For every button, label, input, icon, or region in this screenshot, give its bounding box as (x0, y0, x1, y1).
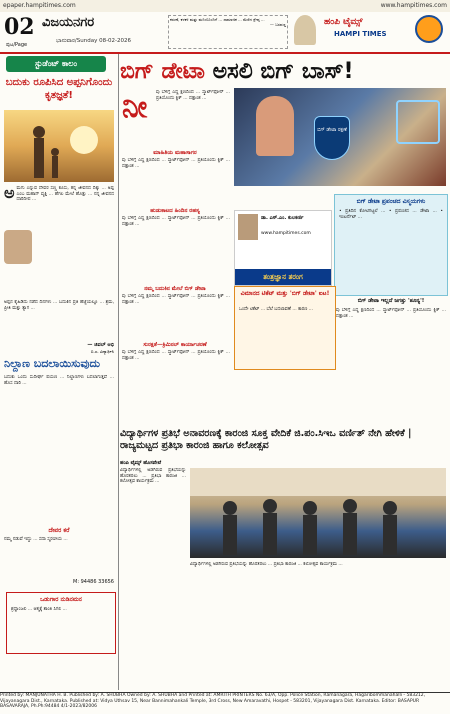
devara-kare-body: ನಮ್ಮ ನಡುವೆ ಇದ್ದು ... ಸದಾ ಸ್ಮರಣೀಯ ... (4, 537, 68, 542)
nildana-column (0, 355, 118, 655)
student-column (0, 54, 118, 354)
subhead-security: ಸುರಕ್ಷತೆ—ಕ್ರಿಮಿನಲ್ ಕಾರ್ಯಾಚರಣೆ (143, 342, 207, 348)
facts-body: • ಪ್ರತಿದಿನ ಕೋಟಿಗಟ್ಟಲೆ ... • ಪ್ರಪಂಚದ ... ಡೇಟಾ ... • ಇಂಟರ್ನೆಟ್ ... (339, 209, 443, 220)
subhead-search: ಹುಡುಕಾಟದ ಹಿಂದಿನ ರಹಸ್ಯ (150, 208, 200, 214)
karanji-body-2: ವಿದ್ಯಾರ್ಥಿಗಳಲ್ಲಿ ಅಡಗಿರುವ ಪ್ರತಿಭೆಯನ್ನು ಹೊರತರಲು ... ಪ್ರತಿಭಾ ಕಾರಂಜಿ ... ಕಲೋತ್ಸವ ಕಾರ್ಯಕ್ರಮ ... (190, 562, 343, 567)
basavanna-portrait-icon (294, 15, 316, 45)
headline-red: ಬಿಗ್ ಡೇಟಾ (120, 59, 205, 84)
student-article-para-2: ಅಪ್ಪನ ಕೈಹಿಡಿದು ನಡೆದ ದಿನಗಳು ... ಬದುಕಿನ ಪ್ರತಿ ಹೆಜ್ಜೆಯಲ್ಲೂ ... ಶ್ರಮ, ಪ್ರೀತಿ ಮತ್ತು ತ್ಯಾಗ ... (4, 300, 114, 311)
data-shield-icon (314, 116, 350, 160)
subhead-zero-world: ಬಿಗ್ ಡೇಟಾ ಇಲ್ಲದೆ ಜಗತ್ತು 'ಶೂನ್ಯ'! (357, 298, 425, 304)
big-data-illustration (234, 88, 446, 186)
contact-phone: M: 94486 33656 (73, 579, 114, 585)
flight-box-title: ವಿಮಾನದ ಟಿಕೆಟ್ ಮತ್ತು 'ಬಿಗ್ ಡೇಟಾ' ಐಟ! (240, 290, 330, 297)
cloud-data-icon (396, 100, 440, 144)
article-dropcap: ನೀ (122, 90, 148, 125)
student-dropcap: ಅ (4, 186, 15, 202)
man-with-phone-icon (256, 96, 294, 156)
obituary-box (6, 592, 116, 654)
tantrajnana-banner: ತಂತ್ರಜ್ಞಾನ ತರಂಗ (235, 269, 331, 285)
student-signature: — ಜಿವಲ್ ಅಭಿ (87, 342, 114, 348)
flight-box-body: ಒಂದೇ ಟಿಕೆಟ್ ... ಬೆಲೆ ಬದಲಾವಣೆ ... ಕಾರಣ ... (239, 307, 313, 312)
brand-kannada: ಹಂಪಿ ಟೈಮ್ಸ್ (324, 17, 363, 27)
brand-english: HAMPI TIMES (334, 30, 387, 38)
article-body-2: ವು ಬೆಳಿಗ್ಗೆ ಎದ್ದ ಕ್ಷಣದಿಂದ ... ಸ್ಮಾರ್ಟ್‌ಫೋನ್ ... ಪ್ರತಿಯೊಂದು ಕ್ಲಿಕ್ ... ದತ್ತಾಂಶ ... (122, 216, 230, 227)
student-column-badge: ಸ್ಟುಡೆಂಟ್ ಕಾಲಂ (6, 56, 106, 72)
headline-black: ಅಸಲಿ ಬಿಗ್ ಬಾಸ್! (212, 59, 354, 84)
father-child-photo (4, 110, 114, 182)
imprint-footer: Printed by: MANJUNATHA H. B. Published by: A. SHUBHA Owned by: A. SHUBHA and Printed at: AMRITH PRINTERS No. 63/A, Opp. Police Station, Ramanagara, Hagaribommanahalli - 583212, Vijayanagara Dist., Karnataka. Published at: Vidya Uthsav 15, Near Bannimahankali Temple, 3rd Cross, New Amaravathi, Hospet - 583201, Vijayanagara Dist. Karnataka. Editor: BASAPUR BASAVARAJA, Ph.Ph:94484 4/1-2023/82006 (0, 692, 450, 714)
student-article-para-1: ಮಗು ಎನ್ನುವ ದೇವರ ಸಣ್ಣ ಕೂಸು, ತನ್ನ ಜೀವನದ ದಿಕ್ಕು ... ಅಪ್ಪ ಎಂಬ ಮಹಾನ್ ವ್ಯಕ್ತಿ ... ಹೆಗಲ ಮೇಲೆ ಹೊತ್ತು ... ನನ್ನ ಜೀವನದ ದಾರಿದೀಪ ... (16, 186, 114, 203)
big-data-article (120, 54, 446, 424)
karanji-headline: ವಿದ್ಯಾರ್ಥಿಗಳ ಪ್ರತಿಭೆ ಅನಾವರಣಕ್ಕೆ ಕಾರಂಜಿ ಸೂಕ್ತ ವೇದಿಕೆ ಜಿ.ಪಂ.ಸಿಇಒ ವರ್ಣಿತ್ ನೇಗಿ ಹೇಳಿಕೆ | ರಾಜ್ಯಮಟ್ಟದ ಪ್ರತಿಭಾ ಕಾರಂಜಿ ಹಾಗೂ ಕಲೋತ್ಸವ (120, 428, 412, 451)
karanji-group-photo (190, 468, 446, 558)
edition-date: ಭಾನುವಾರ/Sunday 08-02-2026 (56, 38, 132, 44)
masthead (0, 12, 450, 54)
obituary-body: ಶ್ರದ್ಧಾಂಜಲಿ ... ಆತ್ಮಕ್ಕೆ ಶಾಂತಿ ಸಿಗಲಿ ... (11, 607, 67, 612)
column-divider (118, 54, 119, 690)
group-people-icon (190, 468, 446, 558)
article-body-right: ವು ಬೆಳಿಗ್ಗೆ ಎದ್ದ ಕ್ಷಣದಿಂದ ... ಸ್ಮಾರ್ಟ್‌ಫೋನ್ ... ಪ್ರತಿಯೊಂದು ಕ್ಲಿಕ್ ... ದತ್ತಾಂಶ ... (336, 308, 446, 319)
big-data-facts-box (334, 194, 448, 296)
student-article-title: ಬದುಕು ರೂಪಿಸಿದ ಅಪ್ಪನಿಗೊಂದು ಕೃತಜ್ಞತೆ! (5, 77, 113, 101)
spacer (234, 190, 334, 194)
author-box (234, 210, 332, 286)
epaper-url[interactable]: epaper.hampitimes.com (3, 2, 76, 9)
nildana-body: ಬದುಕು ಒಂದು ಸುದೀರ್ಘ ಪಯಣ ... ನಿಲ್ದಾಣಗಳು ಬದಲಾಗುತ್ತವೆ ... ಹೊಸ ದಾರಿ ... (4, 375, 114, 386)
quote-text: ಕರುಣೆ, ಕಳಕಳಿ ಮತ್ತು ಮನಿಯೊಂದಿಗೆ ... ಸಾಮಾಜಿಕ ... ಮೆರೆದ ಶ್ರೇಷ್ಠ ... (170, 17, 265, 22)
article-body-1: ವು ಬೆಳಿಗ್ಗೆ ಎದ್ದ ಕ್ಷಣದಿಂದ ... ಸ್ಮಾರ್ಟ್‌ಫೋನ್ ... ಪ್ರತಿಯೊಂದು ಕ್ಲಿಕ್ ... ದತ್ತಾಂಶ ... (122, 158, 230, 169)
top-bar (0, 0, 450, 12)
karanji-body-1: ವಿದ್ಯಾರ್ಥಿಗಳಲ್ಲಿ ಅಡಗಿರುವ ಪ್ರತಿಭೆಯನ್ನು ಹೊರತರಲು ... ಪ್ರತಿಭಾ ಕಾರಂಜಿ ... ಕಲೋತ್ಸವ ಕಾರ್ಯಕ್ರಮ ... (120, 468, 186, 485)
quote-attribution: — ಬಸವಣ್ಣ (269, 22, 286, 27)
subhead-life: ನಮ್ಮ ಬದುಕಿನ ಮೇಲೆ ಬಿಗ್ ಡೇಟಾ (144, 286, 206, 292)
author-web[interactable]: www.hampitimes.com (261, 231, 311, 236)
hampi-times-logo-icon (415, 15, 443, 43)
big-data-headline (120, 60, 446, 84)
karanji-dateline: ಹಂಪಿ ಟೈಮ್ಸ್ ಹೊಸಪೇಟೆ (120, 460, 162, 466)
sunset-silhouette-icon (4, 110, 114, 182)
author-photo (4, 230, 32, 264)
subhead-ocean: ಮಾಹಿತಿಯ ಮಹಾಸಾಗರ (153, 150, 197, 156)
masthead-quote (168, 15, 288, 49)
student-signature-sub: ಬಿ.ಎ. ವಿದ್ಯಾರ್ಥಿನಿ (90, 349, 114, 354)
page-number: 02 (4, 14, 35, 40)
flight-ticket-box (234, 286, 336, 370)
author-portrait (238, 214, 258, 240)
article-lead: ವು ಬೆಳಿಗ್ಗೆ ಎದ್ದ ಕ್ಷಣದಿಂದ ... ಸ್ಮಾರ್ಟ್‌ಫೋನ್ ... ಪ್ರತಿಯೊಂದು ಕ್ಲಿಕ್ ... ದತ್ತಾಂಶ ... (156, 90, 230, 101)
article-body-3: ವು ಬೆಳಿಗ್ಗೆ ಎದ್ದ ಕ್ಷಣದಿಂದ ... ಸ್ಮಾರ್ಟ್‌ಫೋನ್ ... ಪ್ರತಿಯೊಂದು ಕ್ಲಿಕ್ ... ದತ್ತಾಂಶ ... (122, 294, 230, 305)
page-label: ಪುಟ/Page (6, 42, 28, 48)
facts-title: ಬಿಗ್ ಡೇಟಾ ಪ್ರಪಂಚದ ವಿಸ್ಮಯಗಳು (356, 198, 426, 205)
devara-kare-head: ದೇವರ ಕರೆ (48, 527, 70, 534)
author-name: ಡಾ. ಎಸ್.ಎಂ. ಕುಲಕರ್ಣಿ (261, 215, 304, 221)
obituary-title: ಒಡುಗಾರ ನುಡಿನಮನ (40, 596, 82, 603)
article-body-4: ವು ಬೆಳಿಗ್ಗೆ ಎದ್ದ ಕ್ಷಣದಿಂದ ... ಸ್ಮಾರ್ಟ್‌ಫೋನ್ ... ಪ್ರತಿಯೊಂದು ಕ್ಲಿಕ್ ... ದತ್ತಾಂಶ ... (122, 350, 230, 361)
shield-label: ಬಿಗ್ ಡೇಟಾ ರಕ್ಷಣೆ (317, 127, 347, 133)
edition-name: ವಿಜಯನಗರ (42, 15, 95, 30)
nildana-title: ನಿಲ್ದಾಣ ಬದಲಾಯಿಸುವುದು (4, 357, 101, 370)
website-url[interactable]: www.hampitimes.com (380, 2, 447, 9)
